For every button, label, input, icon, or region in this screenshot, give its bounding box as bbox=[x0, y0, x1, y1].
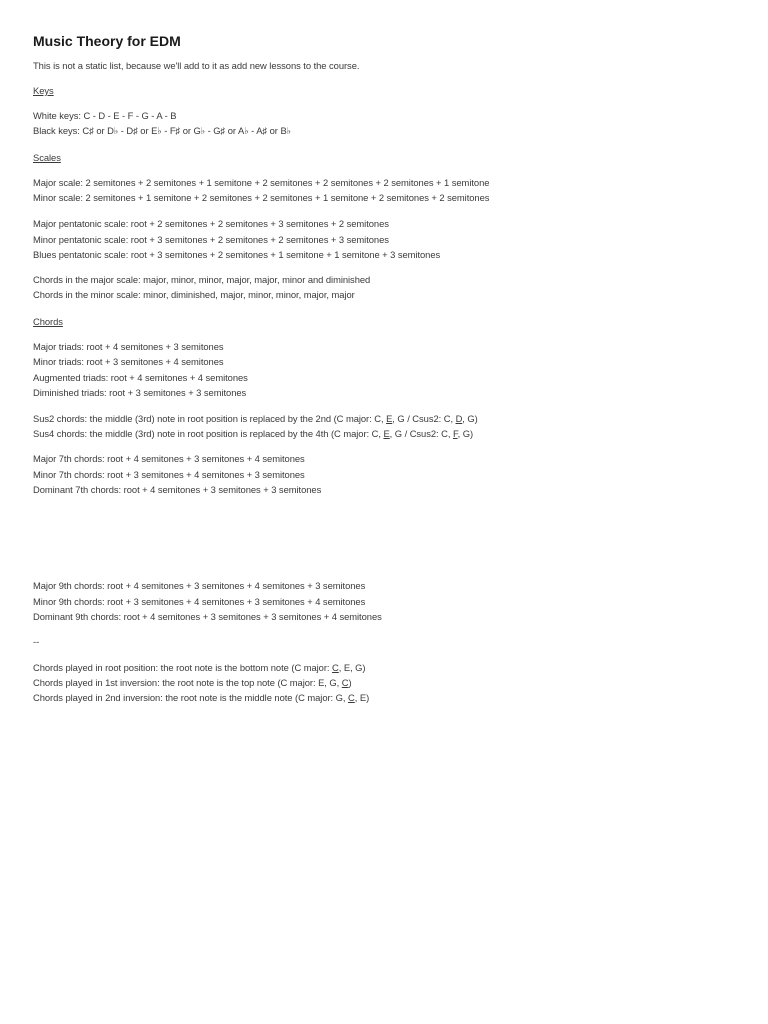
white-keys-line: White keys: C - D - E - F - G - A - B bbox=[33, 110, 177, 121]
minor-pentatonic-line: Minor pentatonic scale: root + 3 semitones + 2 semitones + 2 semitones + 3 semitones bbox=[33, 234, 389, 245]
first-inversion-prefix: Chords played in 1st inversion: the root note is the top note (C major: E, G, bbox=[33, 677, 342, 688]
separator: -- bbox=[33, 636, 40, 647]
first-inversion-suffix: ) bbox=[348, 677, 352, 688]
sus4-underlined-note-2: F bbox=[452, 428, 458, 439]
first-inversion-underlined-note: C bbox=[341, 677, 349, 688]
sus2-underlined-note-2: D bbox=[455, 413, 463, 424]
augmented-triads-line: Augmented triads: root + 4 semitones + 4 semitones bbox=[33, 372, 248, 383]
second-inversion-line bbox=[33, 692, 369, 704]
page-title: Music Theory for EDM bbox=[33, 33, 181, 49]
sus2-text-prefix: Sus2 chords: the middle (3rd) note in root position is replaced by the 2nd (C major: C, bbox=[33, 413, 387, 424]
black-keys-line: Black keys: C♯ or D♭ - D♯ or E♭ - F♯ or G♭ - G♯ or A♭ - A♯ or B♭ bbox=[33, 125, 292, 136]
minor-scale-line: Minor scale: 2 semitones + 1 semitone + 2 semitones + 2 semitones + 1 semitone + 2 semitones + 2 semitones bbox=[33, 192, 490, 203]
root-position-underlined-note: C bbox=[332, 662, 339, 673]
sus2-text-mid: , G / Csus2: C, bbox=[392, 413, 456, 424]
second-inversion-underlined-note: C bbox=[348, 692, 355, 703]
chords-minor-scale-line: Chords in the minor scale: minor, diminished, major, minor, minor, major, major bbox=[33, 289, 355, 300]
major-7th-line: Major 7th chords: root + 4 semitones + 3 semitones + 4 semitones bbox=[33, 453, 305, 464]
sus4-chords-line bbox=[33, 428, 473, 440]
major-triads-line: Major triads: root + 4 semitones + 3 semitones bbox=[33, 341, 224, 352]
sus4-text-suffix: , G) bbox=[457, 428, 474, 439]
major-scale-line: Major scale: 2 semitones + 2 semitones + 1 semitone + 2 semitones + 2 semitones + 2 semitones + 1 semitone bbox=[33, 177, 490, 188]
second-inversion-prefix: Chords played in 2nd inversion: the root note is the middle note (C major: G, bbox=[33, 692, 349, 703]
root-position-suffix: , E, G) bbox=[338, 662, 366, 673]
root-position-prefix: Chords played in root position: the root note is the bottom note (C major: bbox=[33, 662, 333, 673]
minor-triads-line: Minor triads: root + 3 semitones + 4 semitones bbox=[33, 356, 224, 367]
sus2-underlined-note-1: E bbox=[386, 413, 393, 424]
sus2-chords-line bbox=[33, 413, 478, 425]
minor-7th-line: Minor 7th chords: root + 3 semitones + 4 semitones + 3 semitones bbox=[33, 469, 305, 480]
sus2-text-suffix: , G) bbox=[462, 413, 478, 424]
major-9th-line: Major 9th chords: root + 4 semitones + 3 semitones + 4 semitones + 3 semitones bbox=[33, 580, 366, 591]
second-inversion-suffix: , E) bbox=[354, 692, 370, 703]
dominant-9th-line: Dominant 9th chords: root + 4 semitones + 3 semitones + 3 semitones + 4 semitones bbox=[33, 611, 382, 622]
chords-major-scale-line: Chords in the major scale: major, minor, minor, major, major, minor and diminished bbox=[33, 274, 371, 285]
scales-heading: Scales bbox=[33, 152, 61, 163]
sus4-text-mid: , G / Csus2: C, bbox=[389, 428, 453, 439]
sus4-underlined-note-1: E bbox=[383, 428, 390, 439]
keys-heading: Keys bbox=[33, 85, 54, 96]
root-position-line bbox=[33, 662, 366, 674]
first-inversion-line bbox=[33, 677, 352, 689]
major-pentatonic-line: Major pentatonic scale: root + 2 semitones + 2 semitones + 3 semitones + 2 semitones bbox=[33, 218, 389, 229]
minor-9th-line: Minor 9th chords: root + 3 semitones + 4 semitones + 3 semitones + 4 semitones bbox=[33, 596, 366, 607]
intro-text: This is not a static list, because we'll add to it as add new lessons to the course. bbox=[33, 60, 360, 71]
sus4-text-prefix: Sus4 chords: the middle (3rd) note in root position is replaced by the 4th (C major: C, bbox=[33, 428, 384, 439]
chords-heading: Chords bbox=[33, 316, 63, 327]
diminished-triads-line: Diminished triads: root + 3 semitones + 3 semitones bbox=[33, 387, 247, 398]
blues-pentatonic-line: Blues pentatonic scale: root + 3 semitones + 2 semitones + 1 semitone + 1 semitone + 3 semitones bbox=[33, 249, 441, 260]
dominant-7th-line: Dominant 7th chords: root + 4 semitones + 3 semitones + 3 semitones bbox=[33, 484, 322, 495]
